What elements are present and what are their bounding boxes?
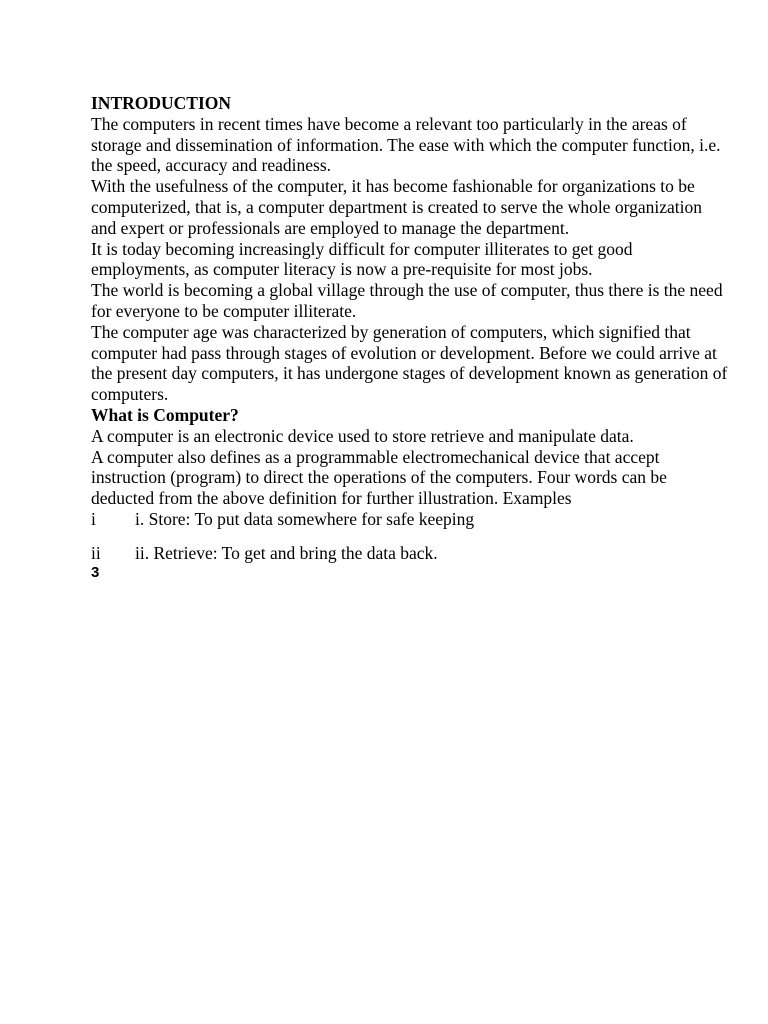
heading-what-is-computer: What is Computer? [91, 404, 239, 425]
paragraph-what-1: A computer is an electronic device used to store retrieve and manipulate data. [91, 425, 634, 446]
list-text: ii. Retrieve: To get and bring the data back. [135, 542, 438, 563]
list-marker: ii [91, 542, 101, 563]
list-marker: i [91, 508, 96, 529]
page-number: 3 [91, 563, 100, 581]
list-item [91, 543, 731, 564]
paragraph-intro-5: The computer age was characterized by generation of computers, which signified that computer had pass through stages of evolution or development. Before we could arrive at the present day computers, it has undergone stages of development known as generation of computers. [91, 321, 728, 405]
paragraph-intro-1: The computers in recent times have become a relevant too particularly in the areas of storage and dissemination of information. The ease with which the computer function, i.e. the speed, accuracy and readiness. [91, 113, 721, 176]
paragraph-intro-2: With the usefulness of the computer, it has become fashionable for organizations to be computerized, that is, a computer department is created to serve the whole organization and expert or professionals are employed to manage the department. [91, 176, 702, 238]
list-text: i. Store: To put data somewhere for safe keeping [135, 508, 475, 529]
paragraph-what-2: A computer also defines as a programmable electromechanical device that accept instruction (program) to direct the operations of the computers. Four words can be deducted from the above definition for further illustration. Examples [91, 446, 667, 509]
paragraph-intro-4: The world is becoming a global village through the use of computer, thus there is the need for everyone to be computer illiterate. [91, 280, 723, 321]
heading-introduction: INTRODUCTION [91, 93, 232, 113]
document-page [91, 93, 731, 582]
paragraph-intro-3: It is today becoming increasingly difficult for computer illiterates to get good employments, as computer literacy is now a pre-requisite for most jobs. [91, 238, 633, 280]
list-item [91, 509, 731, 530]
